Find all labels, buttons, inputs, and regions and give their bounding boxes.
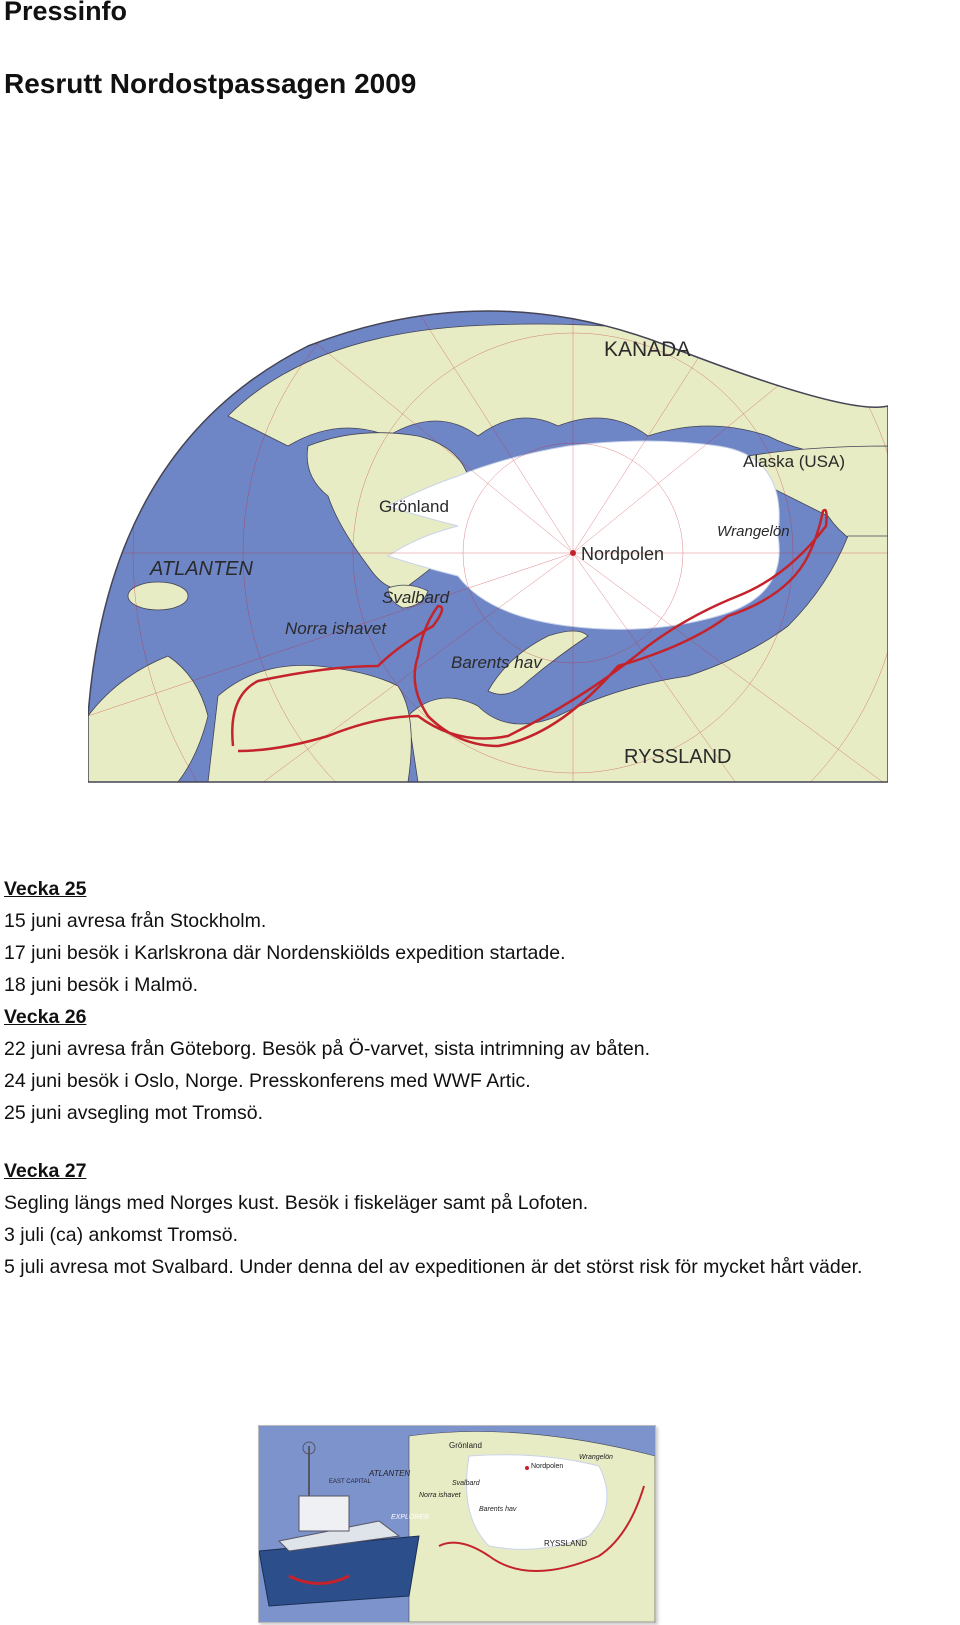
thumb-label-wrangelon: Wrangelön [579, 1454, 613, 1461]
label-wrangelon: Wrangelön [717, 523, 790, 540]
page-title: Pressinfo [4, 0, 128, 26]
schedule-line: 17 juni besök i Karlskrona där Nordenskiölds expedition startade. [4, 942, 566, 964]
boat-cabin [299, 1496, 349, 1531]
thumb-label-svalbard: Svalbard [452, 1480, 480, 1487]
thumb-label-barents-hav: Barents hav [479, 1506, 517, 1513]
label-svalbard: Svalbard [382, 588, 450, 607]
schedule [4, 873, 954, 1283]
schedule-line: 25 juni avsegling mot Tromsö. [4, 1102, 264, 1124]
thumb-label-norra-ishavet: Norra ishavet [419, 1492, 461, 1499]
schedule-line: 22 juni avresa från Göteborg. Besök på Ö-varvet, sista intrimning av båten. [4, 1038, 650, 1060]
label-barents-hav: Barents hav [451, 653, 542, 672]
label-alaska: Alaska (USA) [743, 452, 846, 471]
schedule-line: 5 juli avresa mot Svalbard. Under denna del av expeditionen är det störst risk för mycket hårt väder. [4, 1256, 863, 1278]
thumb-label-ryssland: RYSSLAND [544, 1539, 587, 1548]
route-map-graphic [88, 296, 888, 786]
schedule-line: 15 juni avresa från Stockholm. [4, 910, 267, 932]
route-map [88, 296, 888, 786]
land-iceland [128, 582, 188, 610]
schedule-line: Segling längs med Norges kust. Besök i fiskeläger samt på Lofoten. [4, 1192, 589, 1214]
week-heading: Vecka 26 [4, 1006, 87, 1028]
week-heading: Vecka 25 [4, 878, 87, 900]
label-nordpolen: Nordpolen [581, 544, 665, 564]
page-subtitle: Resrutt Nordostpassagen 2009 [4, 68, 417, 99]
boat-map-thumbnail [258, 1425, 656, 1623]
label-kanada: KANADA [604, 338, 691, 361]
thumb-label-nordpolen: Nordpolen [531, 1463, 564, 1470]
week-heading: Vecka 27 [4, 1160, 87, 1182]
thumb-label-atlanten: ATLANTEN [369, 1469, 411, 1478]
label-atlanten: ATLANTEN [150, 558, 253, 580]
label-gronland: Grönland [379, 497, 449, 516]
boat-name-label: EXPLORER [391, 1514, 430, 1521]
label-ryssland: RYSSLAND [624, 746, 732, 768]
thumb-label-gronland: Grönland [449, 1441, 482, 1450]
schedule-line: 3 juli (ca) ankomst Tromsö. [4, 1224, 239, 1246]
land-scandinavia [208, 665, 411, 782]
thumbnail-graphic [259, 1426, 655, 1622]
schedule-line: 18 juni besök i Malmö. [4, 974, 199, 996]
north-pole-marker [570, 550, 576, 556]
label-norra-ishavet: Norra ishavet [285, 619, 387, 638]
boat-brand-label: EAST CAPITAL [329, 1479, 371, 1485]
schedule-line: 24 juni besök i Oslo, Norge. Presskonferens med WWF Artic. [4, 1070, 531, 1092]
